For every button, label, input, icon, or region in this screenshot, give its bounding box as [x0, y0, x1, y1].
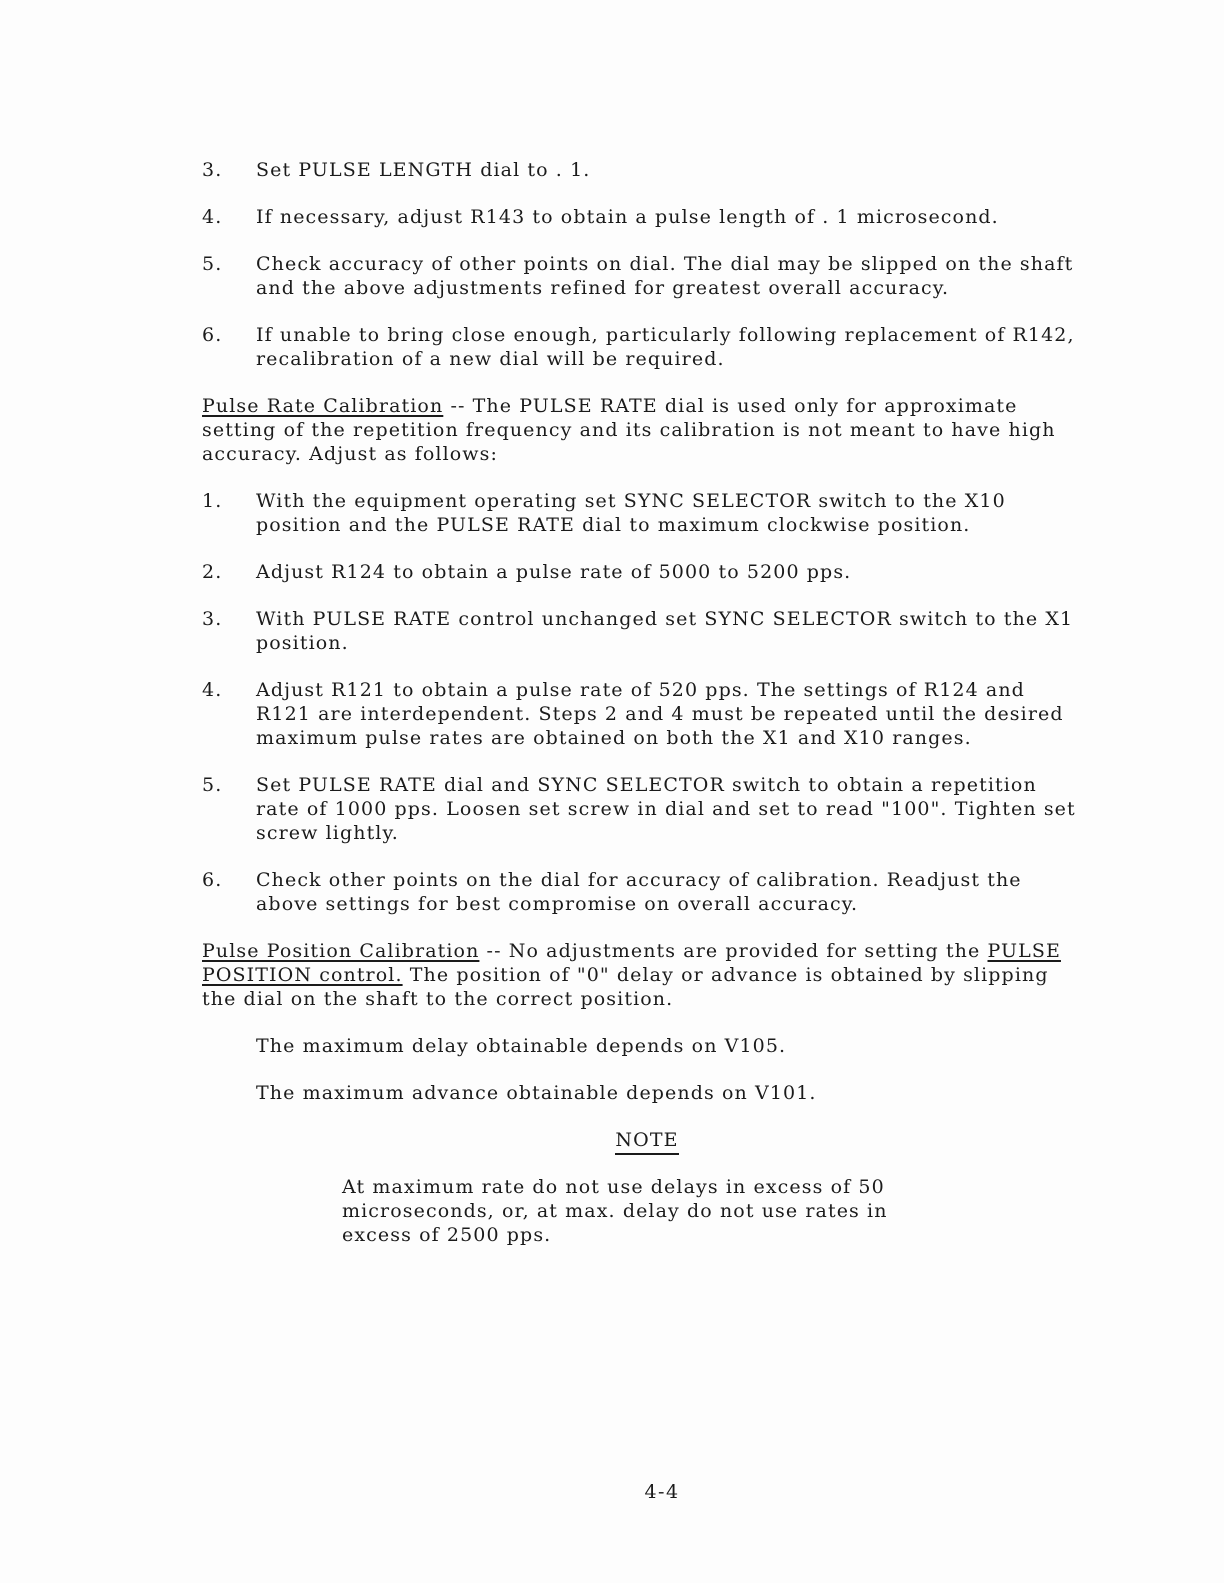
note-title-text: NOTE — [615, 1129, 678, 1155]
note-body: At maximum rate do not use delays in excess of 50 microseconds, or, at max. delay do not use rates in excess of 2500 pps. — [342, 1176, 888, 1246]
step-text: Set PULSE LENGTH dial to . 1. — [256, 159, 591, 181]
max-delay-line: The maximum delay obtainable depends on V105. — [256, 1035, 787, 1057]
list-item — [202, 205, 1092, 229]
pulse-position-heading-cont: PULSE POSITION control. — [202, 940, 1061, 986]
list-item — [202, 489, 1092, 537]
page-number: 4-4 — [644, 1481, 680, 1503]
step-number: 4. — [202, 206, 223, 228]
step-text: If unable to bring close enough, particularly following replacement of R142, recalibration of a new dial will be required. — [256, 324, 1075, 370]
step-text: Check accuracy of other points on dial. The dial may be slipped on the shaft and the above adjustments refined for greatest overall accuracy. — [256, 253, 1074, 299]
step-number: 6. — [202, 324, 223, 346]
step-text: With PULSE RATE control unchanged set SYNC SELECTOR switch to the X1 position. — [256, 608, 1074, 654]
step-number: 6. — [202, 869, 223, 891]
pulse-position-rest: The position of "0" delay or advance is obtained by slipping the dial on the shaft to the correct position. — [202, 964, 1049, 1010]
step-number: 3. — [202, 608, 223, 630]
pulse-rate-intro-text: -- The PULSE RATE dial is used only for approximate setting of the repetition frequency and its calibration is not meant to have high accuracy. Adjust as follows: — [202, 395, 1056, 465]
step-text: Adjust R124 to obtain a pulse rate of 5000 to 5200 pps. — [256, 561, 852, 583]
list-item — [202, 868, 1092, 916]
step-text: Check other points on the dial for accuracy of calibration. Readjust the above settings for best compromise on overall accuracy. — [256, 869, 1022, 915]
step-number: 3. — [202, 159, 223, 181]
step-number: 5. — [202, 253, 223, 275]
list-item — [202, 158, 1092, 182]
pulse-position-dashes: -- No adjustments are provided for setting the — [479, 940, 988, 962]
page-content — [202, 158, 1092, 1247]
step-text: With the equipment operating set SYNC SELECTOR switch to the X10 position and the PULSE RATE dial to maximum clockwise position. — [256, 490, 1006, 536]
step-number: 1. — [202, 490, 223, 512]
step-text: Adjust R121 to obtain a pulse rate of 520 pps. The settings of R124 and R121 are interdependent. Steps 2 and 4 must be repeated until the desired maximum pulse rates are obtained on both the X1 and X10 ranges. — [256, 679, 1064, 749]
step-text: Set PULSE RATE dial and SYNC SELECTOR switch to obtain a repetition rate of 1000 pps. Loosen set screw in dial and set to read "100". Tighten set screw lightly. — [256, 774, 1076, 844]
list-item — [202, 252, 1092, 300]
step-number: 5. — [202, 774, 223, 796]
list-item — [202, 678, 1092, 750]
max-advance-line: The maximum advance obtainable depends on V101. — [256, 1082, 817, 1104]
list-item — [202, 560, 1092, 584]
step-number: 4. — [202, 679, 223, 701]
note-title — [202, 1128, 1092, 1152]
pulse-rate-intro — [202, 394, 1087, 466]
list-item — [202, 773, 1092, 845]
step-text: If necessary, adjust R143 to obtain a pulse length of . 1 microsecond. — [256, 206, 999, 228]
list-item — [202, 607, 1092, 655]
list-item — [202, 323, 1092, 371]
step-number: 2. — [202, 561, 223, 583]
pulse-position-heading: Pulse Position Calibration — [202, 940, 480, 962]
pulse-rate-heading: Pulse Rate Calibration — [202, 395, 444, 417]
pulse-position-paragraph — [202, 939, 1087, 1011]
